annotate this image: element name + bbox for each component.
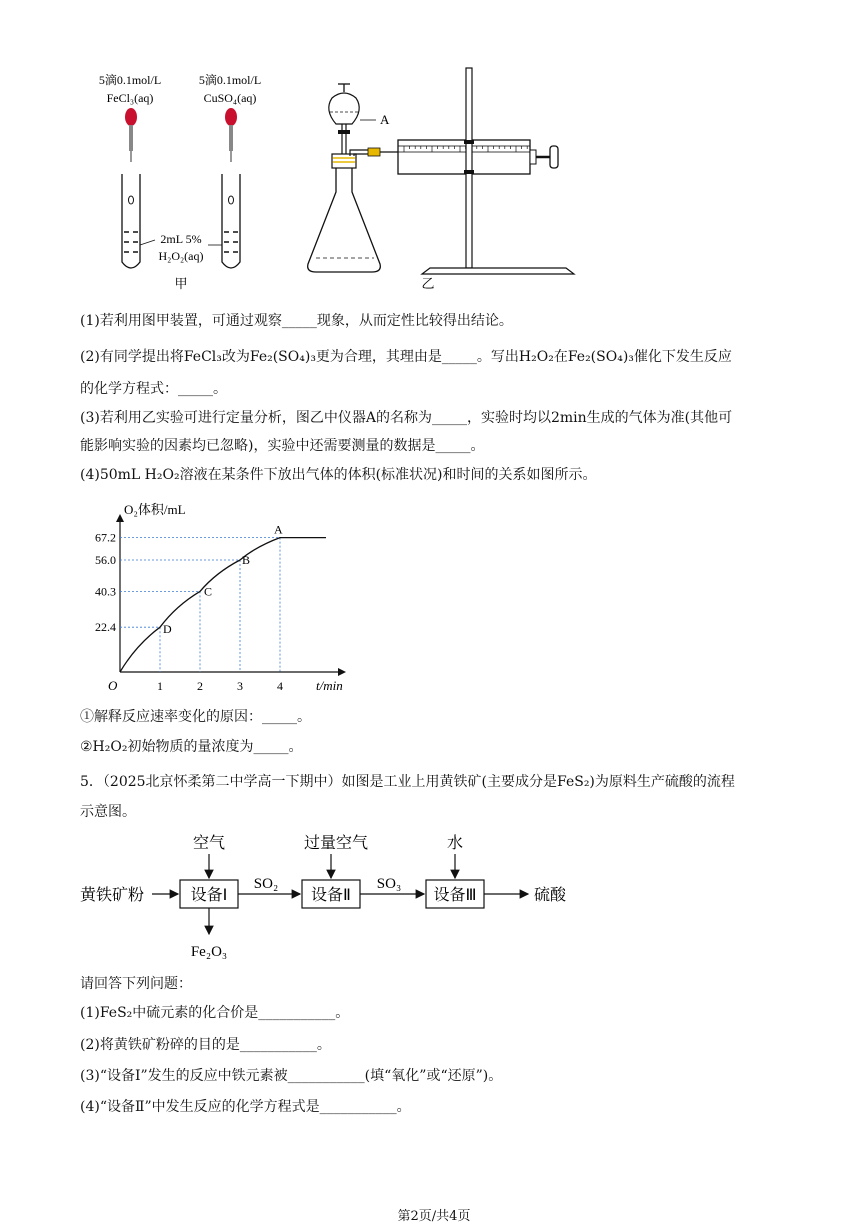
flow-box-3-label: 设备Ⅲ [433,887,477,904]
h2o2-label-line1: 2mL 5% [160,232,202,246]
chart-y-tick-label: 67.2 [95,530,116,545]
sub-question-1: ①解释反应速率变化的原因：_____。 [80,709,311,725]
question-2-line1: (2)有同学提出将FeCl₃改为Fe₂(SO₄)₃更为合理，其理由是_____。写出H₂O₂在Fe₂(SO₄)₃催化下发生反应 [80,349,732,365]
flow-input-label: 黄铁矿粉 [80,887,145,904]
chart-series-line [120,538,326,672]
flow-box-1-label: 设备Ⅰ [190,887,228,904]
test-tube-1 [122,174,140,268]
flow-so3-label: SO₃ [376,876,402,892]
figure-jia-caption: 甲 [174,276,188,291]
q5-item-1: (1)FeS₂中硫元素的化合价是___________。 [80,1005,350,1021]
process-flow-diagram [76,826,636,966]
chart-y-axis-label: O₂体积/mL [124,502,186,517]
chart-x-tick-label: 3 [237,679,243,693]
chart-x-tick-label: 2 [197,679,203,693]
chart-origin-label: O [108,678,118,693]
separatory-funnel [329,84,359,154]
h2o2-label-line2: H₂O₂(aq) [158,249,204,263]
chart-x-axis-arrow [338,668,346,676]
question-2-line2: 的化学方程式：_____。 [80,381,227,397]
question-4: (4)50mL H₂O₂溶液在某条件下放出气体的体积(标准状况)和时间的关系如图所示。 [80,467,597,483]
q5-item-3: (3)“设备Ⅰ”发生的反应中铁元素被___________(填“氧化”或“还原”)。 [80,1068,503,1084]
flow-water-label: 水 [446,835,464,852]
tube1-reagent-line1: 5滴0.1mol/L [98,73,162,87]
chart-x-tick-label: 1 [157,679,163,693]
chart-point-label: C [204,584,213,599]
chart-point-label: A [274,522,283,537]
question-3-line2: 能影响实验的因素均已忽略)，实验中还需要测量的数据是_____。 [80,438,485,454]
figure-yi [300,62,600,294]
q5-prompt: 请回答下列问题： [80,976,192,992]
test-tube-2 [222,174,240,268]
flow-excess-air-label: 过量空气 [303,835,369,852]
question-3-line1: (3)若利用乙实验可进行定量分析，图乙中仪器A的名称为_____，实验时均以2min生成的气体为准(其他可 [80,410,733,426]
chart-y-tick-label: 40.3 [95,584,116,599]
page-footer: 第2页/共4页 [397,1209,471,1224]
dropper-2 [225,108,237,162]
chart-y-axis-arrow [116,514,124,522]
q5-item-4: (4)“设备Ⅱ”中发生反应的化学方程式是___________。 [80,1099,411,1115]
flow-air-label: 空气 [192,835,226,852]
chart-y-tick-label: 22.4 [95,620,116,635]
flow-output-label: 硫酸 [534,887,567,904]
chart-y-tick-label: 56.0 [95,553,116,567]
tube2-reagent-line2: CuSO₄(aq) [203,91,257,105]
flow-box-2-label: 设备Ⅱ [311,887,351,904]
conical-flask [308,168,381,272]
q5-intro-line2: 示意图。 [80,804,136,820]
figure-jia [80,62,300,294]
syringe [398,140,530,174]
chart-point-label: B [242,553,251,567]
o2-volume-chart [80,494,370,694]
tube1-reagent-line2: FeCl₃(aq) [106,91,154,105]
question-1: (1)若利用图甲装置，可通过观察_____现象，从而定性比较得出结论。 [80,313,513,329]
chart-point-label: D [163,622,172,637]
label-a: A [380,112,390,127]
tube2-reagent-line1: 5滴0.1mol/L [198,73,262,87]
chart-x-axis-label: t/min [316,678,343,693]
q5-item-2: (2)将黄铁矿粉碎的目的是___________。 [80,1037,331,1053]
dropper-1 [125,108,137,162]
figure-yi-caption: 乙 [421,276,435,291]
sub-question-2: ②H₂O₂初始物质的量浓度为_____。 [80,739,303,755]
flow-fe2o3-label: Fe₂O₃ [190,944,228,960]
q5-intro-line1: 5．（2025北京怀柔第二中学高一下期中）如图是工业上用黄铁矿(主要成分是FeS₂)为原料生产硫酸的流程 [80,774,735,790]
chart-x-tick-label: 4 [277,679,283,693]
flow-so2-label: SO₂ [253,876,279,892]
